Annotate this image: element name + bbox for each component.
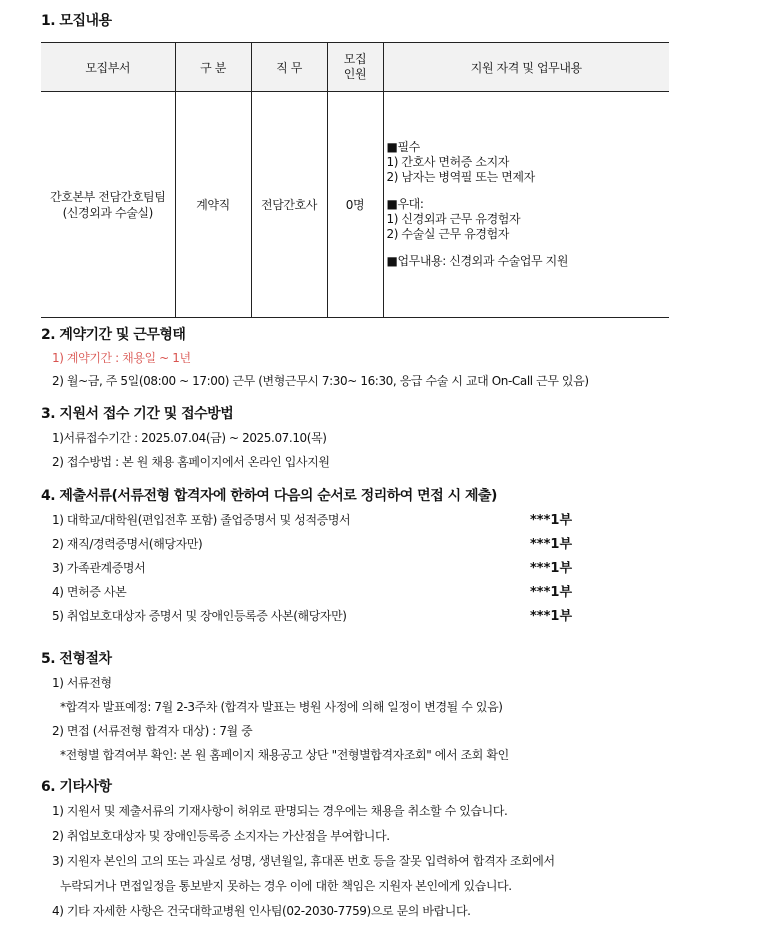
required-item: 2) 남자는 병역필 또는 면제자 bbox=[386, 170, 535, 184]
document-item: 4) 면허증 사본 bbox=[52, 585, 127, 599]
document-copies: ***1부 bbox=[530, 513, 572, 528]
document-copies: ***1부 bbox=[530, 537, 572, 552]
notice-item: 3) 지원자 본인의 고의 또는 과실로 성명, 생년월일, 휴대폰 번호 등을 잘못 입력하여 합격자 조회에서 bbox=[52, 854, 555, 868]
notice-item: 1) 지원서 및 제출서류의 기재사항이 허위로 판명되는 경우에는 채용을 취소할 수 있습니다. bbox=[52, 804, 508, 818]
work-schedule: 2) 월~금, 주 5일(08:00 ~ 17:00) 근무 (변형근무시 7:30~ 16:30, 응급 수술 시 교대 On-Call 근무 있음) bbox=[52, 374, 589, 388]
document-copies: ***1부 bbox=[530, 609, 572, 624]
header-count: 모집 인원 bbox=[327, 43, 383, 92]
department-line2: (신경외과 수술실) bbox=[62, 205, 153, 220]
notice-item: 2) 취업보호대상자 및 장애인등록증 소지자는 가산점을 부여합니다. bbox=[52, 829, 390, 843]
required-title: ■필수 bbox=[386, 140, 420, 154]
preferred-item: 2) 수술실 근무 유경험자 bbox=[386, 227, 509, 241]
screening-step-1: 1) 서류전형 bbox=[52, 676, 112, 690]
screening-note-2: *전형별 합격여부 확인: 본 원 홈페이지 채용공고 상단 "전형별합격자조회" 에서 조회 확인 bbox=[60, 748, 509, 762]
department-line1: 간호본부 전담간호팀팀 bbox=[50, 189, 166, 204]
section-1-heading: 1. 모집내용 bbox=[41, 13, 112, 29]
cell-type: 계약직 bbox=[175, 92, 251, 318]
application-period: 1)서류접수기간 : 2025.07.04(금) ~ 2025.07.10(목) bbox=[52, 431, 327, 445]
document-item: 3) 가족관계증명서 bbox=[52, 561, 146, 575]
section-6-heading: 6. 기타사항 bbox=[41, 779, 112, 795]
preferred-item: 1) 신경외과 근무 유경험자 bbox=[386, 212, 521, 226]
cell-qualifications bbox=[383, 92, 669, 318]
header-qualifications: 지원 자격 및 업무내용 bbox=[383, 43, 669, 92]
cell-role: 전담간호사 bbox=[251, 92, 327, 318]
section-4-heading: 4. 제출서류(서류전형 합격자에 한하여 다음의 순서로 정리하여 면접 시 제출) bbox=[41, 488, 497, 504]
screening-note-1: *합격자 발표예정: 7월 2-3주차 (합격자 발표는 병원 사정에 의해 일정이 변경될 수 있음) bbox=[60, 700, 503, 714]
header-department: 모집부서 bbox=[41, 43, 175, 92]
notice-item: 4) 기타 자세한 사항은 건국대학교병원 인사팀(02-2030-7759)으로 문의 바랍니다. bbox=[52, 904, 471, 918]
screening-step-2: 2) 면접 (서류전형 합격자 대상) : 7월 중 bbox=[52, 724, 253, 738]
section-3-heading: 3. 지원서 접수 기간 및 접수방법 bbox=[41, 406, 234, 422]
cell-count: 0명 bbox=[327, 92, 383, 318]
notice-item-continued: 누락되거나 면접일정을 통보받지 못하는 경우 이에 대한 책임은 지원자 본인에게 있습니다. bbox=[60, 879, 512, 893]
section-5-heading: 5. 전형절차 bbox=[41, 651, 112, 667]
document-item: 1) 대학교/대학원(편입전후 포함) 졸업증명서 및 성적증명서 bbox=[52, 513, 351, 527]
document-item: 5) 취업보호대상자 증명서 및 장애인등록증 사본(해당자만) bbox=[52, 609, 347, 623]
preferred-title: ■우대: bbox=[386, 197, 424, 211]
header-role: 직 무 bbox=[251, 43, 327, 92]
recruitment-table bbox=[41, 42, 669, 318]
document-copies: ***1부 bbox=[530, 585, 572, 600]
table-header-row bbox=[41, 43, 669, 92]
contract-period: 1) 계약기간 : 채용일 ~ 1년 bbox=[52, 351, 191, 365]
application-method: 2) 접수방법 : 본 원 채용 홈페이지에서 온라인 입사지원 bbox=[52, 455, 330, 469]
required-item: 1) 간호사 면허증 소지자 bbox=[386, 155, 509, 169]
cell-department bbox=[41, 92, 175, 318]
document-item: 2) 재직/경력증명서(해당자만) bbox=[52, 537, 203, 551]
section-2-heading: 2. 계약기간 및 근무형태 bbox=[41, 327, 186, 343]
header-type: 구 분 bbox=[175, 43, 251, 92]
document-copies: ***1부 bbox=[530, 561, 572, 576]
duty-text: ■업무내용: 신경외과 수술업무 지원 bbox=[386, 254, 569, 268]
table-row bbox=[41, 92, 669, 318]
